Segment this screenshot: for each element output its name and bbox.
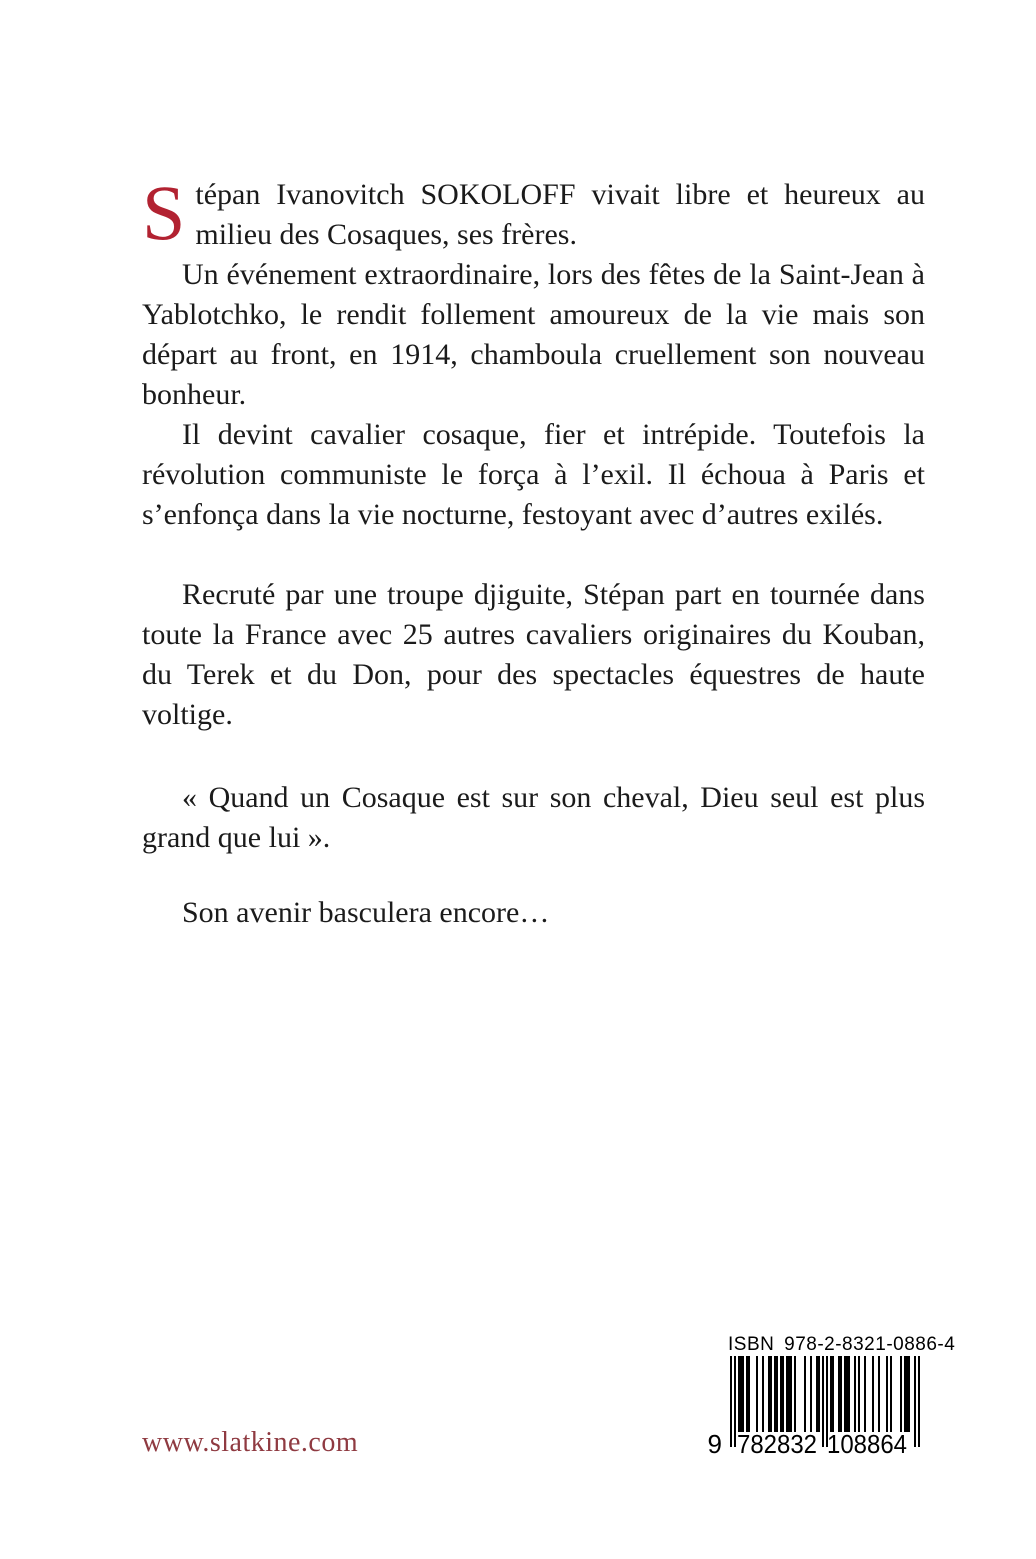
synopsis-text-block <box>142 169 925 933</box>
synopsis-paragraph-3: Il devint cavalier cosaque, fier et intrépide. Toutefois la révolution communiste le força à l’exil. Il échoua à Paris et s’enfonça dans la vie nocturne, festoyant avec d’autres exilés. <box>142 418 925 531</box>
quote-paragraph: « Quand un Cosaque est sur son cheval, Dieu seul est plus grand que lui ». <box>142 781 925 854</box>
publisher-website: www.slatkine.com <box>142 1427 359 1458</box>
synopsis-paragraph-1-text: tépan Ivanovitch SOKOLOFF vivait libre et heureux au milieu des Cosaques, ses frères. <box>195 178 925 251</box>
barcode-bars <box>700 1356 924 1458</box>
isbn-label: ISBN 978-2-8321-0886-4 <box>728 1334 956 1355</box>
dropcap-letter: S <box>142 169 186 256</box>
svg-text:108864: 108864 <box>827 1429 907 1458</box>
svg-text:9: 9 <box>707 1429 722 1458</box>
synopsis-paragraph-1 <box>142 169 925 256</box>
svg-text:782832: 782832 <box>737 1429 817 1458</box>
closing-line: Son avenir basculera encore… <box>182 896 550 929</box>
isbn-barcode <box>700 1334 956 1458</box>
synopsis-paragraph-2: Un événement extraordinaire, lors des fêtes de la Saint-Jean à Yablotchko, le rendit follement amoureux de la vie mais son départ au front, en 1914, chamboula cruellement son nouveau bonheur. <box>142 258 925 411</box>
synopsis-paragraph-4: Recruté par une troupe djiguite, Stépan part en tournée dans toute la France avec 25 autres cavaliers originaires du Kouban, du Terek et du Don, pour des spectacles équestres de haute voltige. <box>142 578 925 731</box>
